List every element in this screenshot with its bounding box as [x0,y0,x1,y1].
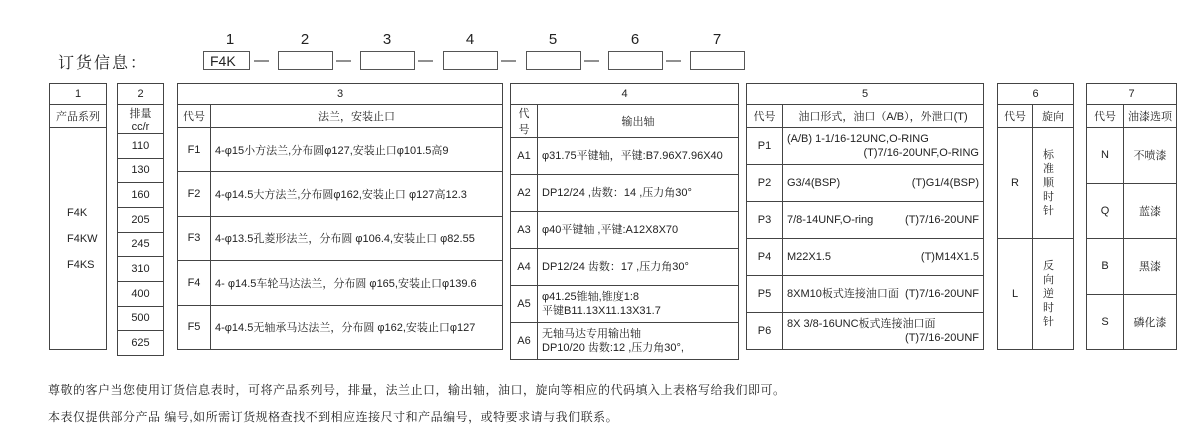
order-code-box-2[interactable] [278,51,333,70]
column-header: 旋向 [1033,105,1074,128]
table-row [1087,84,1177,105]
rotation-code: L [998,239,1033,350]
table-row [118,84,164,105]
displacement-value: 205 [118,207,164,232]
rotation-desc-line: 标准 [1043,149,1057,175]
shaft-desc-line: φ31.75平键轴，平键:B7.96X7.96X40 [542,150,723,162]
shaft-code: A3 [511,212,538,249]
shaft-code: A2 [511,175,538,212]
table-row [118,183,164,208]
table-row [511,323,739,360]
paint-desc: 蓝漆 [1124,183,1177,239]
shaft-desc-line: DP10/20 齿数:12 ,压力角30°, [542,342,684,354]
shaft-desc-line: 无轴马达专用输出轴 [542,328,641,340]
column-header: 输出轴 [538,105,739,138]
order-position-number: 5 [548,31,558,48]
shaft-code: A5 [511,286,538,323]
order-code-box-7[interactable] [690,51,745,70]
order-position-number: 7 [712,31,722,48]
port-ab: 8XM10板式连接油口面 [787,288,899,300]
rotation-desc [1033,239,1074,350]
paint-code: B [1087,239,1124,295]
code-header: 代号 [998,105,1033,128]
port-ab: G3/4(BSP) [787,177,841,189]
separator-dash: — [501,52,516,69]
port-ab: M22X1.5 [787,251,832,263]
block-number: 2 [118,84,164,105]
series-item: F4K [67,206,88,219]
shaft-code: A4 [511,249,538,286]
order-position-number: 1 [225,31,235,48]
paint-desc: 磷化漆 [1124,294,1177,350]
table-row [50,105,107,128]
order-code-box-4[interactable] [443,51,498,70]
port-t: (T)G1/4(BSP) [911,177,979,189]
order-position-number: 4 [465,31,475,48]
table-row [1087,183,1177,239]
block-number: 3 [178,84,503,105]
table-row [118,306,164,331]
shaft-desc [538,212,739,249]
table-row [178,105,503,128]
port-ab: (A/B) 1-1/16-12UNC,O-RING [787,133,929,145]
paint-desc: 不喷漆 [1124,128,1177,184]
note-line-2: 本表仅提供部分产品 编号,如所需订货规格查找不到相应连接尺寸和产品编号，或特要求请与我们联系。 [48,410,619,424]
table-row [118,207,164,232]
series-cell [50,128,107,350]
table-row [511,212,739,249]
column-header: 产品系列 [50,105,107,128]
table-row [118,105,164,134]
table-row [747,165,984,202]
order-code-box-1[interactable]: F4K [203,51,250,70]
rotation-table [997,83,1074,350]
rotation-desc-line: 反向 [1043,260,1057,286]
table-row [747,128,984,165]
product-series-table [49,83,107,350]
flange-desc: 4-φ14.5无轴承马达法兰，分布圆 φ162,安装止口φ127 [211,305,503,349]
table-row [50,128,107,350]
displacement-value: 500 [118,306,164,331]
table-row [511,175,739,212]
table-row [511,286,739,323]
separator-dash: — [336,52,351,69]
flange-desc: 4-φ13.5孔菱形法兰，分布圆 φ106.4,安装止口 φ82.55 [211,216,503,260]
table-row [998,128,1074,239]
code-header: 代号 [511,105,538,138]
table-row [998,84,1074,105]
table-row [1087,105,1177,128]
port-code: P6 [747,313,783,350]
port-t: (T)7/16-20UNF [905,214,979,226]
flange-desc: 4-φ14.5大方法兰,分布圆φ162,安装止口 φ127高12.3 [211,172,503,216]
shaft-code: A1 [511,138,538,175]
table-row [747,239,984,276]
displacement-value: 130 [118,158,164,183]
table-row [118,134,164,159]
table-row [747,202,984,239]
shaft-desc [538,323,739,360]
flange-desc: 4- φ14.5车轮马达法兰，分布圆 φ165,安装止口φ139.6 [211,261,503,305]
port-code: P5 [747,276,783,313]
table-row [747,313,984,350]
port-desc [783,128,984,165]
block-number: 4 [511,84,739,105]
table-row [747,105,984,128]
paint-desc: 黑漆 [1124,239,1177,295]
shaft-desc [538,138,739,175]
table-row [178,84,503,105]
order-info-label: 订货信息： [58,55,149,72]
table-row [747,276,984,313]
shaft-desc [538,249,739,286]
order-code-box-6[interactable] [608,51,663,70]
flange-code: F4 [178,261,211,305]
table-row [1087,128,1177,184]
table-row [511,84,739,105]
code-header: 代号 [747,105,783,128]
port-code: P4 [747,239,783,276]
rotation-desc [1033,128,1074,239]
flange-code: F5 [178,305,211,349]
note-line-1: 尊敬的客户当您使用订货信息表时，可将产品系列号，排量，法兰止口，输出轴，油口，旋向等相应的代码填入上表格写给我们即可。 [48,383,786,397]
shaft-desc-line: φ40平键轴 ,平键:A12X8X70 [542,224,679,236]
code-header: 代号 [1087,105,1124,128]
separator-dash: — [254,52,269,69]
flange-code: F3 [178,216,211,260]
table-row [178,216,503,260]
table-row [178,172,503,216]
order-code-box-5[interactable] [526,51,581,70]
displacement-value: 245 [118,232,164,257]
shaft-desc-line: φ41.25锥轴,锥度1:8 [542,291,640,303]
port-t: (T)M14X1.5 [920,251,979,263]
displacement-value: 400 [118,281,164,306]
displacement-value: 310 [118,257,164,282]
table-row [1087,294,1177,350]
table-row [118,331,164,356]
port-t: (T)7/16-20UNF,O-RING [863,147,979,159]
flange-code: F2 [178,172,211,216]
table-row [50,84,107,105]
paint-code: N [1087,128,1124,184]
port-desc [783,313,984,350]
port-desc [783,276,984,313]
shaft-desc [538,286,739,323]
table-row [118,257,164,282]
port-table [746,83,984,350]
port-code: P3 [747,202,783,239]
table-row [511,138,739,175]
table-row [118,158,164,183]
table-row [118,281,164,306]
displacement-value: 160 [118,183,164,208]
paint-table [1086,83,1177,350]
separator-dash: — [584,52,599,69]
port-desc [783,165,984,202]
block-number: 7 [1087,84,1177,105]
column-header: 排量cc/r [118,105,164,134]
paint-code: S [1087,294,1124,350]
order-position-number: 3 [382,31,392,48]
displacement-table [117,83,164,356]
series-item: F4KS [67,258,95,271]
shaft-desc-line: DP12/24 ,齿数：14 ,压力角30° [542,187,692,199]
rotation-code: R [998,128,1033,239]
column-header: 油漆选项 [1124,105,1177,128]
port-t: (T)7/16-20UNF [905,288,979,300]
port-ab: 7/8-14UNF,O-ring [787,214,874,226]
table-row [511,105,739,138]
table-row [1087,239,1177,295]
series-item: F4KW [67,232,98,245]
shaft-code: A6 [511,323,538,360]
block-number: 5 [747,84,984,105]
separator-dash: — [666,52,681,69]
port-desc [783,202,984,239]
table-row [998,239,1074,350]
flange-table [177,83,503,350]
shaft-desc [538,175,739,212]
rotation-desc-line: 逆时针 [1043,288,1057,328]
paint-code: Q [1087,183,1124,239]
table-row [747,84,984,105]
column-header: 法兰，安装止口 [211,105,503,128]
displacement-value: 625 [118,331,164,356]
displacement-value: 110 [118,134,164,159]
rotation-desc-line: 顺时针 [1043,177,1057,217]
separator-dash: — [418,52,433,69]
table-row [178,261,503,305]
port-t: (T)7/16-20UNF [905,332,979,344]
table-row [998,105,1074,128]
column-header: 油口形式，油口（A/B），外泄口(T) [783,105,984,128]
flange-code: F1 [178,128,211,172]
flange-desc: 4-φ15小方法兰,分布圆φ127,安装止口φ101.5高9 [211,128,503,172]
port-code: P2 [747,165,783,202]
code-header: 代号 [178,105,211,128]
block-number: 6 [998,84,1074,105]
block-number: 1 [50,84,107,105]
output-shaft-table [510,83,739,360]
order-position-number: 6 [630,31,640,48]
port-desc [783,239,984,276]
table-row [118,232,164,257]
port-code: P1 [747,128,783,165]
shaft-desc-line: 平键B11.13X11.13X31.7 [542,305,661,317]
order-position-number: 2 [300,31,310,48]
table-row [178,128,503,172]
table-row [178,305,503,349]
order-code-box-3[interactable] [360,51,415,70]
port-ab: 8X 3/8-16UNC板式连接油口面 [787,318,936,330]
table-row [511,249,739,286]
shaft-desc-line: DP12/24 齿数：17 ,压力角30° [542,261,689,273]
